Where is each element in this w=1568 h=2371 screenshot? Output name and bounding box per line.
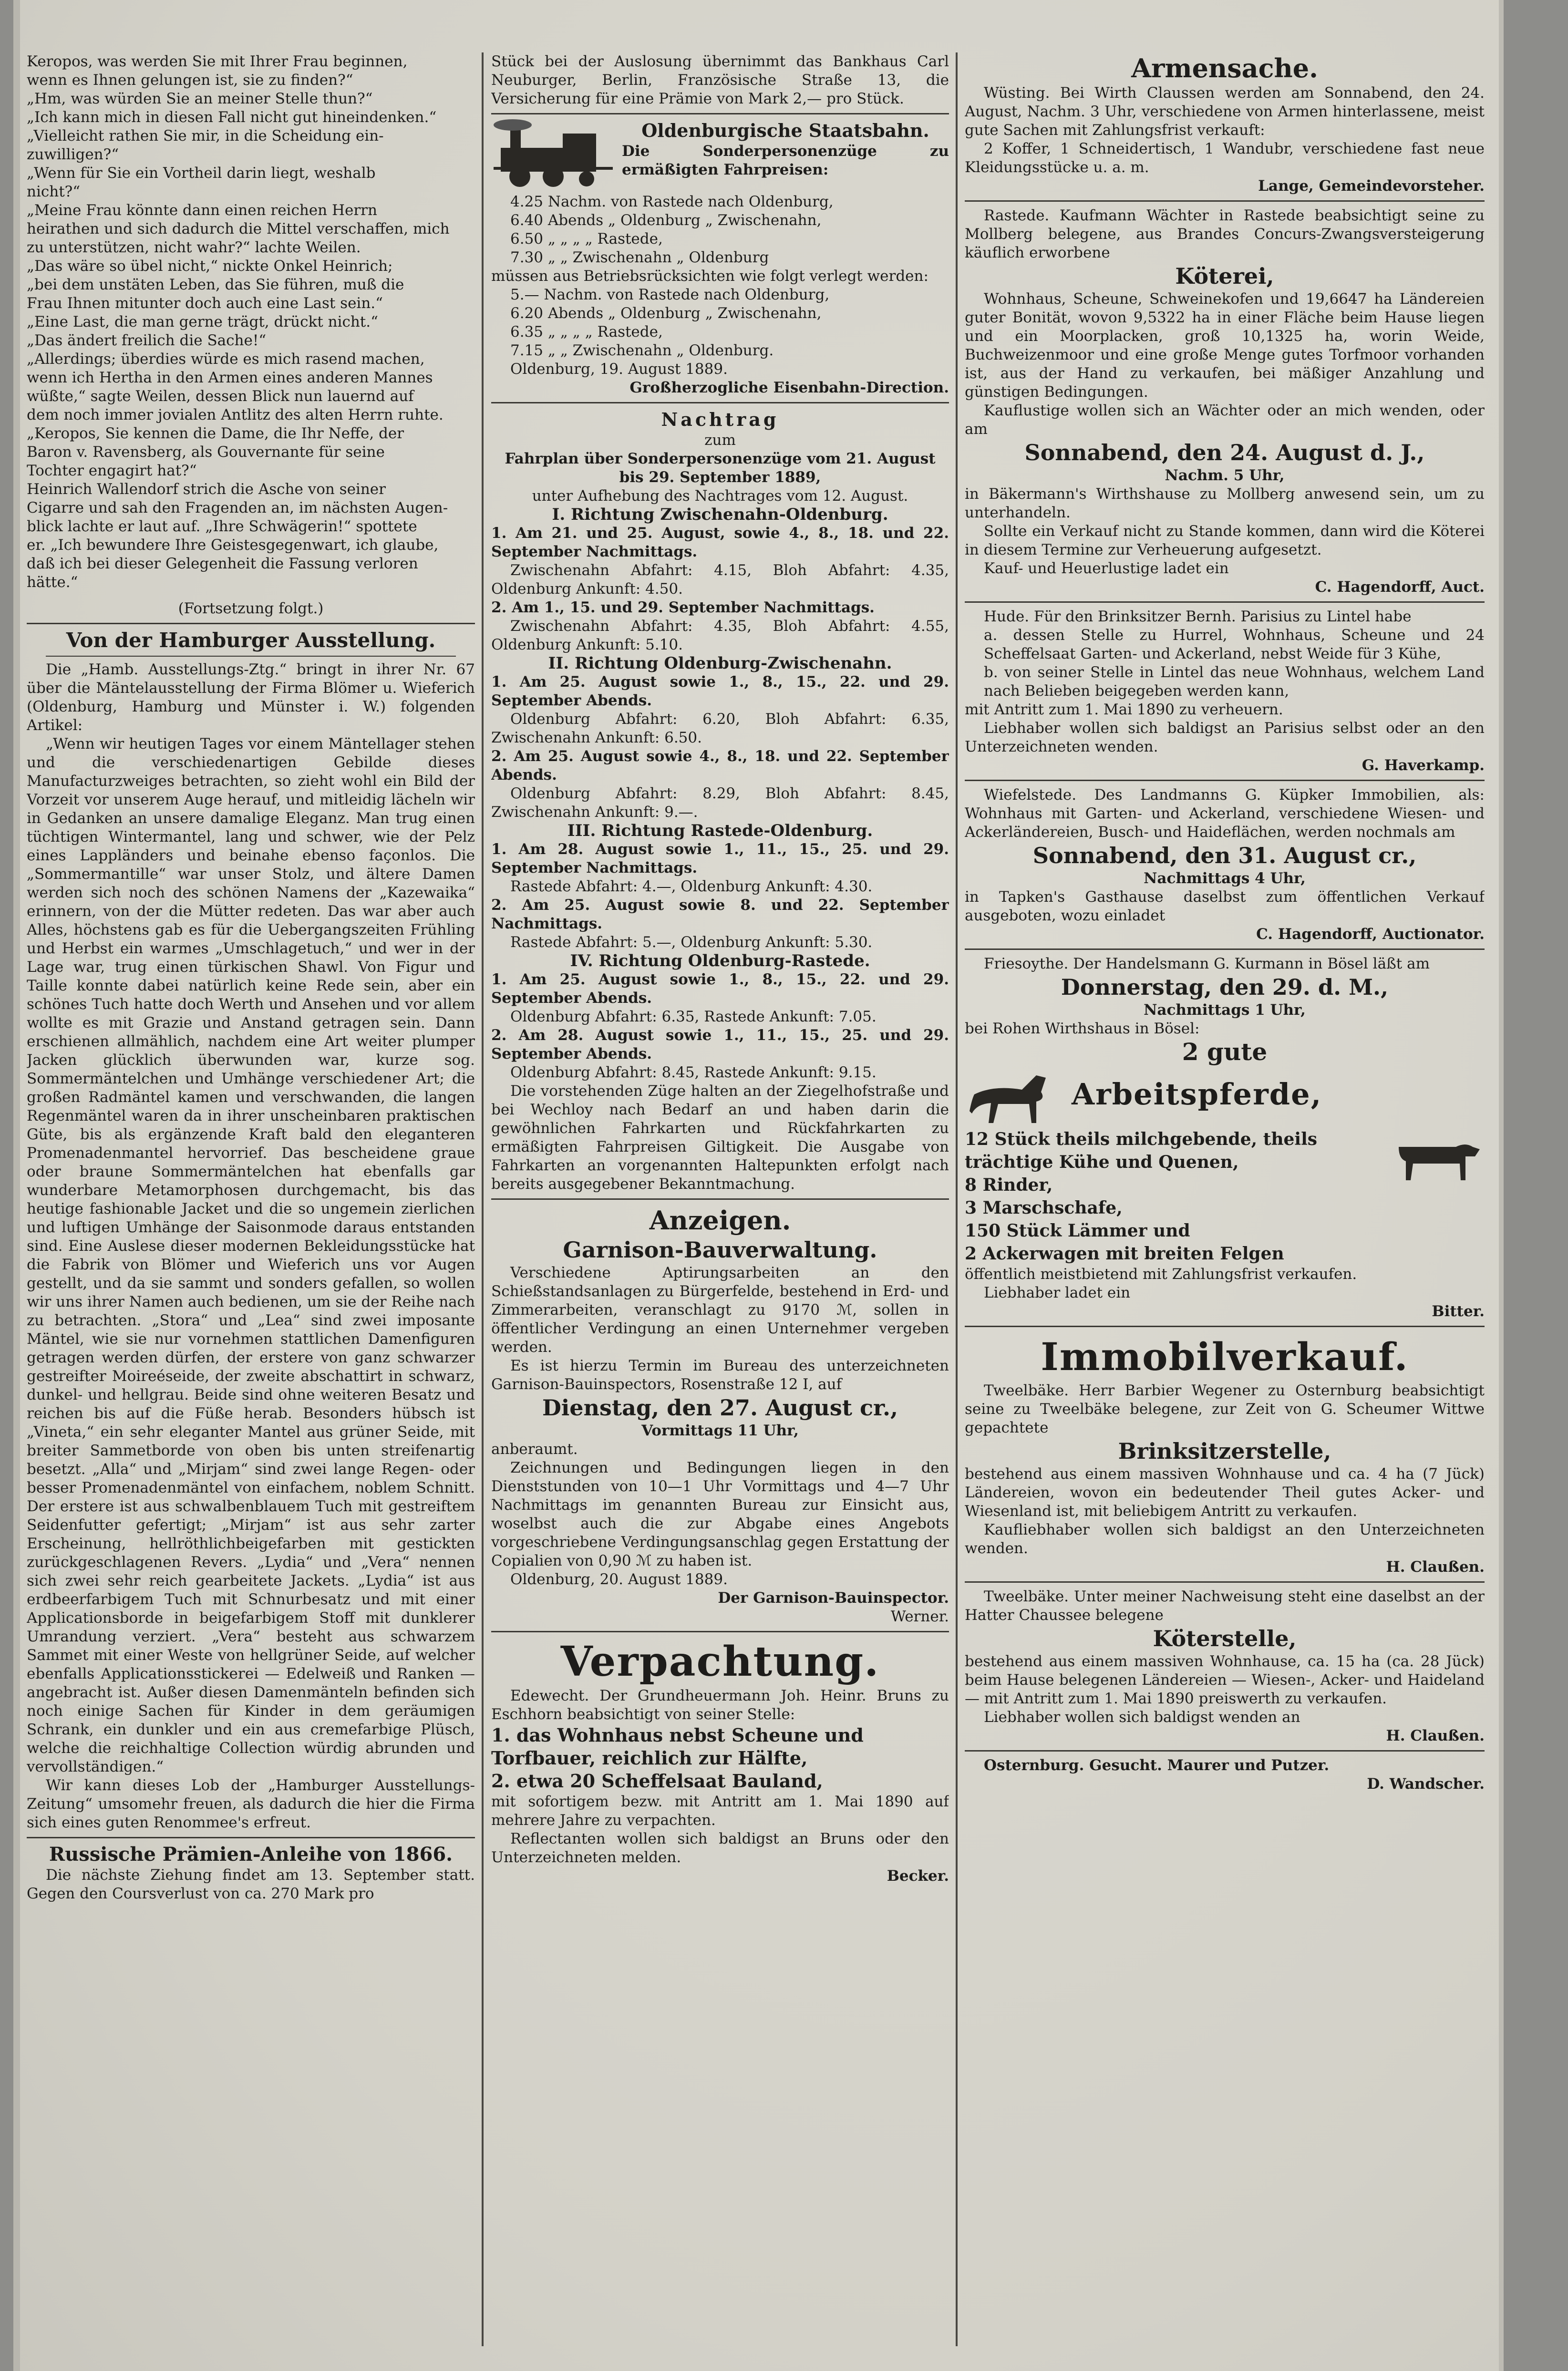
cow-icon <box>1389 1128 1485 1190</box>
timetable-item-times: Oldenburg Abfahrt: 6.20, Bloh Abfahrt: 6.35, Zwischenahn Ankunft: 6.50. <box>491 711 949 746</box>
verpachtung-text: mit sofortigem bezw. mit Antritt am 1. Mai 1890 auf mehrere Jahre zu verpachten. <box>491 1793 949 1829</box>
timetable-item-times: Zwischenahn Abfahrt: 4.35, Bloh Abfahrt: 4.55, Oldenburg Ankunft: 5.10. <box>491 618 949 653</box>
divider <box>46 656 456 657</box>
story-line: „bei dem unstäten Leben, das Sie führen, muß die <box>27 276 404 293</box>
hude-text-3: Liebhaber wollen sich baldigst an Parisius selbst oder an den Unterzeichneten wenden. <box>965 720 1485 755</box>
story-line: Cigarre und sah den Fragenden an, im nächsten Augen- <box>27 499 448 516</box>
wiefelstede-signature: C. Hagendorff, Auctionator. <box>1256 926 1485 943</box>
verpachtung-items <box>491 1724 949 1793</box>
hude-text: Hude. Für den Brinksitzer Bernh. Parisius zu Lintel habe <box>984 608 1412 625</box>
column-2 <box>491 52 949 2361</box>
friesoythe-signature: Bitter. <box>1432 1303 1485 1320</box>
story-line: „Allerdings; überdies würde es mich rasend machen, <box>27 350 425 368</box>
story-line: heirathen und sich dadurch die Mittel verschaffen, mich <box>27 220 450 237</box>
timetable-item-times: Oldenburg Abfahrt: 8.45, Rastede Ankunft: 9.15. <box>510 1064 877 1081</box>
garnison-text-2: Es ist hierzu Termin im Bureau des unterzeichneten Garnison-Bauinspectors, Rosenstraße 12 I, auf <box>491 1357 949 1393</box>
koeterei-text-3: Sollte ein Verkauf nicht zu Stande kommen, dann wird die Köterei in diesem Termine zur Verheuerung aufgesetzt. <box>965 523 1485 558</box>
lottery-title: Russische Prämien-Anleihe von 1866. <box>49 1843 453 1866</box>
story-line: wüßte,“ sagte Weilen, dessen Blick nun lauernd auf <box>27 388 414 405</box>
hude-items <box>965 626 1485 701</box>
garnison-text-3: anberaumt. <box>491 1441 578 1458</box>
divider <box>965 1326 1485 1327</box>
koeterei-signature: C. Hagendorff, Auct. <box>1315 578 1485 596</box>
wiefelstede-text: Wiefelstede. Des Landmanns G. Küpker Immobilien, als: Wohnhaus mit Garten- und Ackerland, verschiedene Wiesen- und Ackerländereien, Busch- und Haideflächen, werden nochmals am <box>965 786 1485 841</box>
rail-times-2 <box>491 286 949 360</box>
friesoythe-item: 8 Rinder, <box>965 1175 1053 1195</box>
nachtrag-sub3: unter Aufhebung des Nachtrages vom 12. August. <box>532 487 908 505</box>
nachtrag-sub2: Fahrplan über Sonderpersonenzüge vom 21. August bis 29. September 1889, <box>505 450 936 486</box>
friesoythe-pferde: Arbeitspferde, <box>1072 1077 1322 1112</box>
hude-item: a. dessen Stelle zu Hurrel, Wohnhaus, Scheune und 24 Scheffelsaat Garten- und Ackerland, nebst Weide für 3 Kühe, <box>984 627 1485 662</box>
armen-items: 2 Koffer, 1 Schneidertisch, 1 Wandubr, verschiedene fast neue Kleidungsstücke u. a. m. <box>965 140 1485 176</box>
timetable-item-times: Zwischenahn Abfahrt: 4.15, Bloh Abfahrt: 4.35, Oldenburg Ankunft: 4.50. <box>491 562 949 598</box>
garnison-text: Verschiedene Aptirungsarbeiten an den Schießstandsanlagen zu Bürgerfelde, bestehend in Erd- und Zimmerarbeiten, veranschlagt zu 9170 ℳ, sollen in öffentlicher Verdingung an einen Unternehmer vergeben werden. <box>491 1264 949 1356</box>
koeterstelle-signature: H. Claußen. <box>1386 1727 1485 1744</box>
rail-time-line: 6.40 Abends „ Oldenburg „ Zwischenahn, <box>510 212 822 229</box>
story-line: „Eine Last, die man gerne trägt, drückt nicht.“ <box>27 313 378 330</box>
verpachtung-intro: Edewecht. Der Grundheuermann Joh. Heinr. Bruns zu Eschhorn beabsichtigt von seiner Stelle: <box>491 1687 949 1723</box>
story-line: nicht?“ <box>27 183 81 200</box>
story-line: wenn ich Hertha in den Armen eines anderen Mannes <box>27 369 433 386</box>
divider <box>965 948 1485 950</box>
story-line: wenn es Ihnen gelungen ist, sie zu finden?“ <box>27 72 353 89</box>
rail-signature: Großherzogliche Eisenbahn-Direction. <box>629 379 949 396</box>
brinksitzerstelle-text-2: Kaufliebhaber wollen sich baldigst an den Unterzeichneten wenden. <box>965 1521 1485 1557</box>
story-line: „Wenn für Sie ein Vortheil darin liegt, weshalb <box>27 165 376 182</box>
verpachtung-heading: Verpachtung. <box>560 1638 880 1686</box>
divider <box>491 113 949 114</box>
garnison-place: Oldenburg, 20. August 1889. <box>510 1571 728 1588</box>
timetable-item-head: 1. Am 25. August sowie 1., 8., 15., 22. und 29. September Abends. <box>491 971 949 1007</box>
friesoythe-place: bei Rohen Wirthshaus in Bösel: <box>965 1020 1200 1037</box>
rastede-text: Rastede. Kaufmann Wächter in Rastede beabsichtigt seine zu Mollberg belegene, aus Brandes Concurs-Zwangsversteigerung käuflich erworbene <box>965 207 1485 261</box>
friesoythe-item: 3 Marschschafe, <box>965 1198 1123 1218</box>
timetable-item-times: Oldenburg Abfahrt: 8.29, Bloh Abfahrt: 8.45, Zwischenahn Ankunft: 9.—. <box>491 785 949 821</box>
verpachtung-text-2: Reflectanten wollen sich baldigst an Bruns oder den Unterzeichneten melden. <box>491 1830 949 1866</box>
garnison-time: Vormittags 11 Uhr, <box>641 1422 799 1439</box>
divider <box>965 200 1485 202</box>
article-title: Von der Hamburger Ausstellung. <box>66 629 436 652</box>
divider <box>965 780 1485 781</box>
hude-signature: G. Haverkamp. <box>1362 757 1485 774</box>
divider <box>965 601 1485 603</box>
koeterei-heading: Köterei, <box>1175 263 1274 289</box>
rail-title: Oldenburgische Staatsbahn. <box>641 120 929 141</box>
immobilverkauf-heading: Immobilverkauf. <box>1041 1334 1409 1379</box>
rail-time-line: 5.— Nachm. von Rastede nach Oldenburg, <box>510 286 830 303</box>
timetable-item-head: 2. Am 28. August sowie 1., 11., 15., 25. und 29. September Abends. <box>491 1027 949 1062</box>
wiefelstede-time: Nachmittags 4 Uhr, <box>1144 870 1306 887</box>
timetable-item-head: 1. Am 21. und 25. August, sowie 4., 8., 18. und 22. September Nachmittags. <box>491 525 949 560</box>
friesoythe-item: 12 Stück theils milchgebende, theils trächtige Kühe und Quenen, <box>965 1129 1318 1172</box>
divider <box>491 1631 949 1632</box>
timetable-section-title: III. Richtung Rastede-Oldenburg. <box>567 821 873 840</box>
article-intro: Die „Hamb. Ausstellungs-Ztg.“ bringt in ihrer Nr. 67 über die Mäntelausstellung der Firma Blömer u. Wieferich (Oldenburg, Hamburg und Münster i. W.) folgenden Artikel: <box>27 661 475 734</box>
friesoythe-item: 150 Stück Lämmer und <box>965 1221 1190 1241</box>
story-line: zuwilligen?“ <box>27 146 119 163</box>
story-line: „Das wäre so übel nicht,“ nickte Onkel Heinrich; <box>27 258 393 275</box>
timetable-sections <box>491 505 949 1082</box>
verpachtung-item: 2. etwa 20 Scheffelsaat Bauland, <box>491 1770 823 1792</box>
timetable-item-times: Rastede Abfahrt: 5.—, Oldenburg Ankunft: 5.30. <box>510 934 873 951</box>
brinksitzerstelle-text: bestehend aus einem massiven Wohnhause und ca. 4 ha (7 Jück) Ländereien, wovon ein bedeutender Theil gutes Acker- und Wiesenland ist, mit beliebigem Antritt zu verkaufen. <box>965 1465 1485 1520</box>
garnison-text-4: Zeichnungen und Bedingungen liegen in den Dienststunden von 10—1 Uhr Vormittags und 4—7 Uhr Nachmittags im genannten Bureau zur Einsicht aus, woselbst auch die zur Abgabe eines Angebots vorgeschriebene Verdingungsanschlag gegen Erstattung der Copialien von 0,90 ℳ zu haben ist. <box>491 1459 949 1569</box>
immobilverkauf-text: Tweelbäke. Herr Barbier Wegener zu Osternburg beabsichtigt seine zu Tweelbäke belegene, zur Zeit von G. Scheumer Wittwe gepachtete <box>965 1382 1485 1436</box>
friesoythe-time: Nachmittags 1 Uhr, <box>1144 1001 1306 1019</box>
timetable-section-title: I. Richtung Zwischenahn-Oldenburg. <box>552 505 888 524</box>
right-page-edge <box>1499 0 1504 2371</box>
armen-title: Armensache. <box>1131 53 1318 83</box>
friesoythe-item: 2 Ackerwagen mit breiten Felgen <box>965 1244 1284 1264</box>
timetable-item-times: Oldenburg Abfahrt: 6.35, Rastede Ankunft: 7.05. <box>510 1008 877 1025</box>
newspaper-page <box>13 0 1504 2371</box>
rail-time-line: 7.15 „ „ Zwischenahn „ Oldenburg. <box>510 342 774 359</box>
koeterei-date: Sonnabend, den 24. August d. J., <box>1024 440 1425 465</box>
koeterei-text-2: Kauflustige wollen sich an Wächter oder an mich wenden, oder am <box>965 402 1485 438</box>
left-page-edge <box>13 0 20 2371</box>
timetable-item-head: 1. Am 25. August sowie 1., 8., 15., 22. und 29. September Abends. <box>491 673 949 709</box>
story-line: dem noch immer jovialen Antlitz des alten Herrn ruhte. <box>27 406 444 423</box>
friesoythe-text-2: öffentlich meistbietend mit Zahlungsfrist verkaufen. <box>965 1266 1357 1283</box>
divider <box>27 1837 475 1838</box>
koeterei-time: Nachm. 5 Uhr, <box>1165 467 1285 484</box>
garnison-name: Werner. <box>890 1608 949 1625</box>
friesoythe-date: Donnerstag, den 29. d. M., <box>1061 974 1389 1000</box>
friesoythe-gute: 2 gute <box>1182 1038 1268 1066</box>
lottery-text: Die nächste Ziehung findet am 13. September statt. Gegen den Coursverlust von ca. 270 Mark pro <box>27 1866 475 1902</box>
rail-time-line: 6.20 Abends „ Oldenburg „ Zwischenahn, <box>510 305 822 322</box>
article-body-1: „Wenn wir heutigen Tages vor einem Mäntellager stehen und die verschiedenartigen Gebilde dieses Manufacturzweiges betrachten, so zieht wohl ein Bild der Vorzeit vor unserem Auge herauf, und mitleidig lächeln wir in Gedanken an unsere damalige Eleganz. Man trug einen tüchtigen Wintermantel, lang und schwer, wie der Pelz eines Lappländers und beinahe ebenso façonlos. Die „Sommermantille“ war unser Stolz, und ältere Damen werden sich noch des schönen Namens der „Kazewaika“ erinnern, von der die Mütter redeten. Das war aber auch Alles, höchstens gab es für die Uebergangszeiten Frühling und Herbst ein warmes „Umschlagetuch,“ und wer in der Lage war, trug einen türkischen Shawl. Von Figur und Taille konnte dabei natürlich keine Rede sein, aber ein schönes Tuch hatte doch Werth und Ansehen und vor allem wollte es mit Grazie und Anstand getragen sein. Dann erschienen allmählich, nachdem eine Art weiter plumper Jacken glücklich überwunden war, kurze sog. Sommermäntelchen und Umhänge verschiedener Art; die großen Radmäntel kamen und verschwanden, die langen Regenmäntel waren da in ihrer unscheinbaren praktischen Güte, bis als ergänzende Kraft bald den eleganteren Promenadenmantel hervorrief. Das bescheidene graue oder braune Sommermäntelchen hat ebenfalls gar wunderbare Metamorphosen durchgemacht, bis das heutige fashionable Jacket und die so ungemein zierlichen und luftigen Umhänge der Saisonmode daraus entstanden sind. Eine Auslese dieser modernen Bekleidungsstücke hat die Fabrik von Blömer und Wieferich uns vor Augen gestellt, und da sie sammt und sonders gefallen, so wollen wir uns ihrer Namen auch bedienen, um sie der Reihe nach zu betrachten. „Stora“ und „Lea“ sind zwei imposante Mäntel, wie sie nur vornehmen stattlichen Damenfiguren getragen werden dürfen, der erstere von ganz schwarzer gestreifter Moireéseide, der zweite abschattirt in schwarz, dunkel- und hellgrau. Beide sind ohne weiteren Besatz und reichen bis auf die Füße herab. Besonders hübsch ist „Vineta,“ ein sehr eleganter Mantel aus grüner Seide, mit breiter Sammetborde von oben bis unten streifenartig besetzt. „Alla“ und „Mirjam“ sind zwei lange Regen- oder besser Promenadenmäntel von einfachem, noblem Schnitt. Der erstere ist aus schwalbenblauem Tuch mit gestreiftem Seidenfutter gefertigt; „Mirjam“ ist aus sehr zarter Erscheinung, hellröthlichbeigefarben mit gestickten zurückgeschlagenen Revers. „Lydia“ und „Vera“ nennen sich zwei sehr reich gearbeitete Jackets. „Lydia“ ist aus erdbeerfarbigem Tuch mit Schnurbesatz und mit einer Applicationsborde in beigefarbigem Stoff mit dunklerer Umrandung verziert. „Vera“ besteht aus schwarzem Sammet mit einer Weste von hellgrüner Seide, auf welcher ebenfalls Applicationsstickerei — Edelweiß und Ranken — angebracht ist. Außer diesen Damenmänteln befinden sich noch einige Sachen für Kinder in dem geräumigen Schrank, ein dunkler und ein aus cremefarbige Plüsch, welche die reichhaltige Collection würdig abrunden und vervollständigen.“ <box>27 735 475 1775</box>
divider <box>491 1198 949 1200</box>
armen-signature: Lange, Gemeindevorsteher. <box>1258 177 1485 195</box>
osternburg-text: Osternburg. Gesucht. Maurer und Putzer. <box>984 1757 1330 1774</box>
rail-date: Oldenburg, 19. August 1889. <box>510 361 728 378</box>
story-line: blick lachte er laut auf. „Ihre Schwägerin!“ spottete <box>27 518 417 535</box>
story-line: „Vielleicht rathen Sie mir, in die Scheidung ein- <box>27 127 384 144</box>
divider <box>27 623 475 624</box>
rail-note: müssen aus Betriebsrücksichten wie folgt verlegt werden: <box>491 268 928 285</box>
brinksitzerstelle-signature: H. Claußen. <box>1386 1558 1485 1576</box>
friesoythe-text-3: Liebhaber ladet ein <box>984 1284 1131 1301</box>
rail-intro: Die Sonderpersonenzüge zu ermäßigten Fahrpreisen: <box>622 143 949 178</box>
rail-footer: Die vorstehenden Züge halten an der Ziegelhofstraße und bei Wechloy nach Bedarf an und haben darin die gewöhnlichen Fahrkarten und Rückfahrkarten zu ermäßigten Fahrpreisen Giltigkeit. Die Ausgabe von Fahrkarten an vorgenannten Haltepunkten erfolgt nach bereits ausgegebener Bekanntmachung. <box>491 1082 949 1193</box>
anzeigen-heading: Anzeigen. <box>649 1205 791 1236</box>
hude-item: b. von seiner Stelle in Lintel das neue Wohnhaus, welchem Land nach Belieben beigegeben werden kann, <box>984 664 1485 700</box>
serial-story-text <box>27 52 475 592</box>
timetable-item-head: 2. Am 25. August sowie 4., 8., 18. und 22. September Abends. <box>491 748 949 783</box>
brinksitzerstelle-heading: Brinksitzerstelle, <box>1118 1438 1331 1464</box>
koeterstelle-heading: Köterstelle, <box>1153 1626 1297 1651</box>
story-line: Keropos, was werden Sie mit Ihrer Frau beginnen, <box>27 53 408 70</box>
timetable-section-title: IV. Richtung Oldenburg-Rastede. <box>570 951 870 970</box>
column-rule-1 <box>482 52 484 2346</box>
story-line: hätte.“ <box>27 574 78 591</box>
horse-icon <box>965 1066 1065 1128</box>
story-line: Frau Ihnen mitunter doch auch eine Last sein.“ <box>27 295 383 312</box>
koeterstelle-text: bestehend aus einem massiven Wohnhause, ca. 15 ha (ca. 28 Jück) beim Hause belegenen Ländereien — Wiesen-, Acker- und Haideland — mit Antritt zum 1. Mai 1890 preiswerth zu verkaufen. <box>965 1653 1485 1707</box>
timetable-section-title: II. Richtung Oldenburg-Zwischenahn. <box>548 654 892 673</box>
story-line: „Meine Frau könnte dann einen reichen Herrn <box>27 202 377 219</box>
column-3 <box>965 52 1485 2361</box>
continued-note: (Fortsetzung folgt.) <box>178 600 324 617</box>
nachtrag-sub1: zum <box>704 432 736 449</box>
verpachtung-signature: Becker. <box>887 1867 949 1885</box>
wiefelstede-place: in Tapken's Gasthause daselbst zum öffentlichen Verkauf ausgeboten, wozu einladet <box>965 888 1485 924</box>
divider <box>965 1750 1485 1752</box>
story-line: „Ich kann mich in diesen Fall nicht gut hineindenken.“ <box>27 109 437 126</box>
rail-time-line: 6.50 „ „ „ „ Rastede, <box>510 230 663 247</box>
column-1 <box>27 52 475 2361</box>
garnison-title: Garnison-Bauverwaltung. <box>563 1237 877 1263</box>
koeterei-text-4: Kauf- und Heuerlustige ladet ein <box>984 560 1229 577</box>
story-line: Heinrich Wallendorf strich die Asche von seiner <box>27 481 386 498</box>
koeterei-place: in Bäkermann's Wirthshause zu Mollberg anwesend sein, um zu unterhandeln. <box>965 485 1485 521</box>
locomotive-icon <box>491 119 615 191</box>
rail-times-1 <box>491 193 949 267</box>
timetable-item-head: 2. Am 1., 15. und 29. September Nachmittags. <box>491 599 875 616</box>
nachtrag-title: Nachtrag <box>661 409 779 430</box>
story-line: „Keropos, Sie kennen die Dame, die Ihr Neffe, der <box>27 425 404 442</box>
osternburg-signature: D. Wandscher. <box>1367 1775 1485 1793</box>
friesoythe-text: Friesoythe. Der Handelsmann G. Kurmann in Bösel läßt am <box>984 955 1430 972</box>
wiefelstede-date: Sonnabend, den 31. August cr., <box>1032 843 1417 868</box>
hude-text-2: mit Antritt zum 1. Mai 1890 zu verheuern. <box>965 701 1283 718</box>
garnison-date: Dienstag, den 27. August cr., <box>542 1395 898 1421</box>
story-line: „Das ändert freilich die Sache!“ <box>27 332 267 349</box>
bank-notice: Stück bei der Auslosung übernimmt das Bankhaus Carl Neuburger, Berlin, Französische Straße 13, die Versicherung für eine Prämie von Mark 2,— pro Stück. <box>491 53 949 107</box>
divider <box>965 1581 1485 1583</box>
timetable-item-head: 1. Am 28. August sowie 1., 11., 15., 25. und 29. September Nachmittags. <box>491 841 949 876</box>
column-rule-2 <box>956 52 958 2346</box>
rail-time-line: 6.35 „ „ „ „ Rastede, <box>510 323 663 340</box>
story-line: Baron v. Ravensberg, als Gouvernante für seine <box>27 443 385 461</box>
story-line: daß ich bei dieser Gelegenheit die Fassung verloren <box>27 555 418 572</box>
rail-time-line: 4.25 Nachm. von Rastede nach Oldenburg, <box>510 193 834 210</box>
divider <box>491 402 949 403</box>
garnison-signature: Der Garnison-Bauinspector. <box>718 1589 949 1607</box>
rail-time-line: 7.30 „ „ Zwischenahn „ Oldenburg <box>510 249 769 266</box>
article-body-2: Wir kann dieses Lob der „Hamburger Ausstellungs-Zeitung“ umsomehr freuen, als dadurch die hier die Firma sich eines guten Renommee's erfreut. <box>27 1777 475 1831</box>
timetable-item-times: Rastede Abfahrt: 4.—, Oldenburg Ankunft: 4.30. <box>510 878 873 895</box>
story-line: er. „Ich bewundere Ihre Geistesgegenwart, ich glaube, <box>27 536 439 554</box>
verpachtung-item: 1. das Wohnhaus nebst Scheune und Torfbauer, reichlich zur Hälfte, <box>491 1724 864 1769</box>
koeterstelle-text-2: Liebhaber wollen sich baldigst wenden an <box>984 1709 1300 1726</box>
story-line: „Hm, was würden Sie an meiner Stelle thun?“ <box>27 90 373 107</box>
armen-text: Wüsting. Bei Wirth Claussen werden am Sonnabend, den 24. August, Nachm. 3 Uhr, verschiedene von Armen hinterlassene, meist gute Sachen mit Zahlungsfrist verkauft: <box>965 84 1485 139</box>
story-line: Tochter engagirt hat?“ <box>27 462 197 479</box>
koeterei-text: Wohnhaus, Scheune, Schweinekofen und 19,6647 ha Ländereien guter Bonität, wovon 9,5322 ha in einer Fläche beim Hause liegen und ein Moorplacken, groß 10,1325 ha, worin Weide, Buchweizenmoor und eine große Menge gutes Torfmoor vorhanden ist, aus der Hand zu verkaufen, bei mäßiger Anzahlung und günstigen Bedingungen. <box>965 290 1485 401</box>
timetable-item-head: 2. Am 25. August sowie 8. und 22. September Nachmittags. <box>491 897 949 932</box>
tweelbaeke-text: Tweelbäke. Unter meiner Nachweisung steht eine daselbst an der Hatter Chaussee belegene <box>965 1588 1485 1624</box>
story-line: zu unterstützen, nicht wahr?“ lachte Weilen. <box>27 239 361 256</box>
